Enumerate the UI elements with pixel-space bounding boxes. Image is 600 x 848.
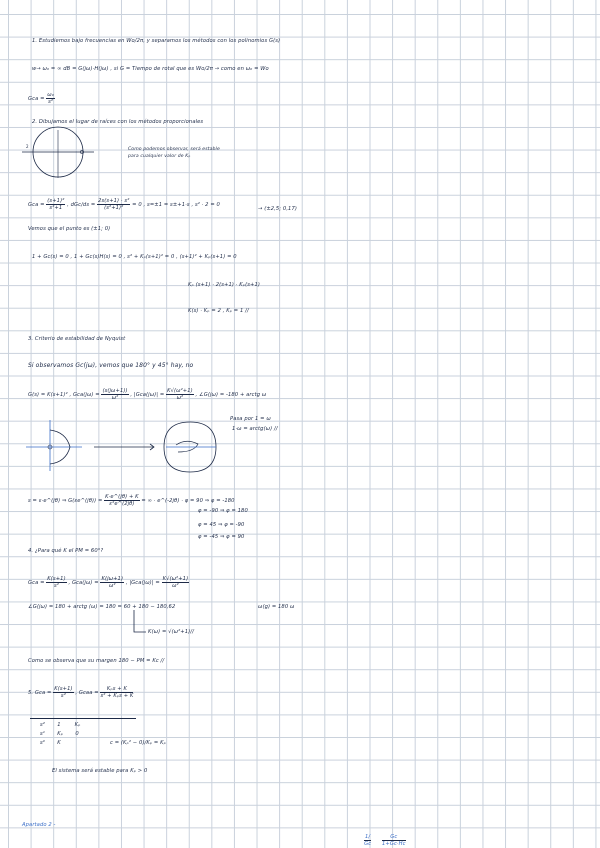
footer-label: Apartado 2 -	[22, 822, 56, 828]
routh-conclusion: El sistema será estable para Kₚ > 0	[52, 768, 148, 774]
note-stable-2: para cualquier valor de Kₚ	[128, 154, 191, 159]
note-s5: 5. Gca = $\frac{K(s+1)}{\text{s²}}$ , Gcaa = $\frac{\text{Kₚs + K}}{\text{s² + Kₚs + K}}$	[28, 686, 134, 699]
root-locus-sketch	[22, 128, 142, 188]
footer-frac-left: $\frac{1/}{Gc}$	[364, 834, 372, 847]
nyquist-sketch	[26, 418, 226, 473]
note-line-8: Kₚ (s+1) · 2(s+1) · Kₚ(s+1)	[188, 282, 260, 288]
routh-calc: c = (Kₚ² − 0)/Kₚ = Kₚ	[110, 740, 166, 746]
note-line-2: w→ ω₀ = ∞ dB = G(jω)·H(jω) , si G = Tiempo de rotal que es Wo/2π → como en ω₀ = Wo	[32, 66, 269, 72]
routh-table-rule	[30, 718, 136, 719]
footer-frac-right: $\frac{Gc}{1+Gc\cdot Hc}$	[382, 834, 406, 847]
note-line-6: Vemos que el punto es (±1; 0)	[28, 226, 111, 232]
note-line-7: 1 + Gc(s) = 0 , 1 + Gc(s)H(s) = 0 , s² + Kₚ(s+1)² = 0 , (s+1)² + Kₚ(s+1) = 0	[32, 254, 237, 260]
note-s4c: K(ω) = √(ω²+1)//	[148, 629, 194, 635]
note-s3e2: φ = 45 ⇒ φ = -90	[198, 522, 245, 528]
note-s3b: G(s) = K(s+1)² , Gca(jω) = $\frac{(s(j\omega+1))}{\text{ω²}}$ , |Gca(jω)| = $\frac{\text{K√(ω²+1)}}{\text{ω²}}$ , ∠G(jω) = -180 + arctg ω	[28, 388, 267, 401]
note-line-3: Gca = $\frac{\text{ω₀}}{\text{s²}}$	[28, 92, 54, 105]
note-s4b: ∠G(jω) = 180 + arctg (ω) = 180 = 60 + 180 − 180,62	[28, 604, 176, 610]
note-s3a: Si observamos Gc(jω), vemos que 180° y 45° hay, no	[28, 362, 194, 369]
svg-text:2: 2	[26, 144, 29, 149]
note-line-1: 1. Estudiemos bajo frecuencias en Wo/2π, y separamos los métodos con los polinomios G(s)	[32, 38, 281, 44]
note-line-9: K(s) · Kₚ = 2 , Kₚ = 1 //	[188, 308, 249, 314]
note-line-5d: → (±2,5; 0,17)	[258, 206, 297, 212]
routh-row-1: s¹ Kₚ 0	[40, 731, 79, 737]
note-s4b2: ω(g) = 180 ω	[258, 604, 295, 610]
routh-row-0: s² 1 Kₚ	[40, 722, 81, 728]
note-s3e1: φ = -90 ⇒ φ = 180	[198, 508, 248, 514]
note-s3e3: φ = -45 ⇒ φ = 90	[198, 534, 245, 540]
note-line-5: Gca = $\frac{\text{(s+1)²}}{\text{s²+1}}$ , dGc/ds = $\frac{\text{2s(s+1) · s²}}{\text{(s²+1)²}}$ = 0 , s=±1 = s±+1·s , s² · 2 = 0	[28, 198, 220, 211]
note-stable-1: Como podemos observar, será estable	[128, 147, 220, 152]
note-line-4: 2. Dibujamos el lugar de raíces con los métodos proporcionales	[32, 119, 204, 125]
routh-row-2: s⁰ K	[40, 740, 61, 746]
note-s3c1: Pasa por 1 = ω	[230, 416, 271, 422]
note-s3c2: 1·ω = arctg(ω) //	[232, 426, 278, 432]
section-4-title: 4. ¿Para qué K el PM = 60°?	[28, 548, 104, 554]
note-s4a: Gca = $\frac{K(s+1)}{\text{s²}}$ , Gca(jω) = $\frac{K(j\omega+1)}{\text{ω²}}$ , |Gca(jω)| = $\frac{\text{K√(ω²+1)}}{\text{ω²}}$	[28, 576, 189, 589]
note-s4d: Como se observa que su margen 180 − PM = Kc //	[28, 658, 165, 664]
note-s3d: s = ε·e^(jθ) ⇒ G(εe^(jθ)) = $\frac{K\cdot e\^{}(j\theta) + K}{\text{ε²e\textasciicircum{}(2jθ)}}$ = ∞ · e^(-2jθ) · φ = 90 ⇒ φ = -180	[28, 494, 235, 507]
section-3-title: 3. Criterio de estabilidad de Nyquist	[28, 336, 126, 342]
